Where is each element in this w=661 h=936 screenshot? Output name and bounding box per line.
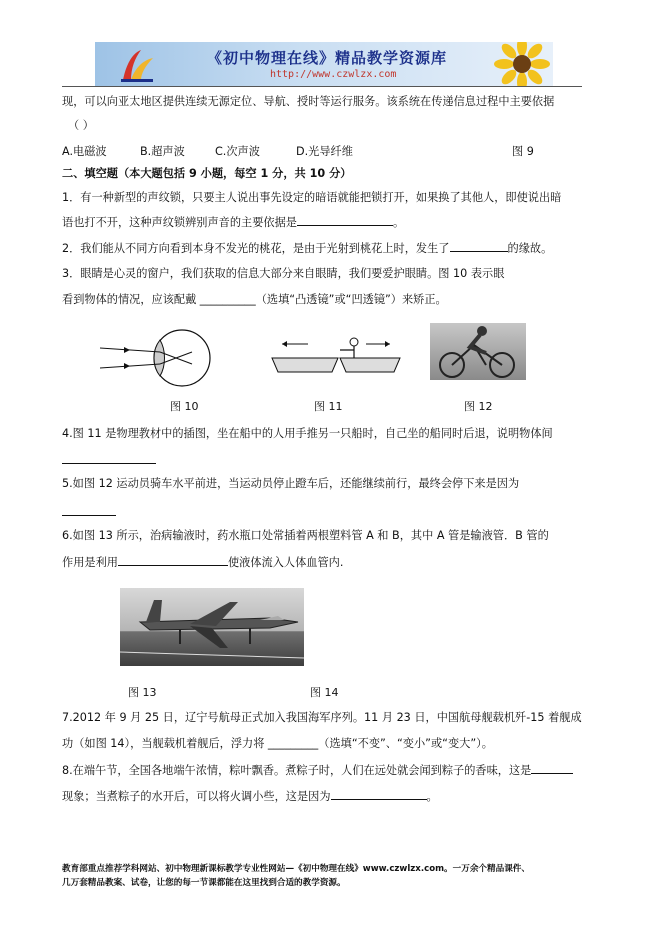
q8-answer-blank-2	[331, 788, 427, 800]
q1-text: 语也打不开，这种声纹锁辨别声音的主要依据是	[62, 216, 297, 229]
q2-line	[62, 240, 552, 257]
choice-c: C.次声波	[215, 145, 260, 158]
q1-answer-blank	[297, 214, 393, 226]
figure-13-caption: 图 13	[128, 686, 157, 699]
q8-line1	[62, 762, 573, 779]
q5-line1: 5.如图 12 运动员骑车水平前进，当运动员停止蹬车后，还能继续前行，最终会停下来是因为	[62, 477, 520, 490]
choice-a: A.电磁波	[62, 145, 107, 158]
footer-line1: 教育部重点推荐学科网站、初中物理新课标教学专业性网站—《初中物理在线》www.czwlzx.com。一万余个精品课件、	[62, 864, 530, 874]
q7-line2: 功（如图 14），当舰载机着舰后，浮力将 _________（选填“不变”、“变小”或“变大”）。	[62, 737, 493, 750]
answer-parenthesis: （ ）	[68, 119, 94, 132]
q1-line1: 1．有一种新型的声纹锁，只要主人说出事先设定的暗语就能把锁打开，如果换了其他人，即使说出暗	[62, 191, 562, 204]
question-text-line: 现，可以向亚太地区提供连续无源定位、导航、授时等运行服务。该系统在传递信息过程中主要依据	[62, 95, 555, 108]
q6-tail: 使液体流入人体血管内.	[227, 556, 344, 569]
q8-answer-blank-1	[531, 762, 573, 774]
q1-line2	[62, 214, 404, 231]
q4-line2	[62, 452, 156, 469]
q6-line2	[62, 554, 343, 571]
header-divider	[62, 86, 582, 87]
header-banner	[95, 42, 553, 86]
q5-line2	[62, 504, 116, 521]
q8-end: 。	[426, 790, 438, 803]
q3-line1: 3．眼睛是心灵的窗户，我们获取的信息大部分来自眼睛，我们要爱护眼睛。图 10 表示眼	[62, 267, 505, 280]
figure-11-caption: 图 11	[314, 400, 343, 413]
choice-d: D.光导纤维	[296, 145, 353, 158]
figure-12-caption: 图 12	[464, 400, 493, 413]
q2-text: 2．我们能从不同方向看到本身不发光的桃花，是由于光射到桃花上时，发生了	[62, 242, 450, 255]
q3-line2: 看到物体的情况，应该配戴 __________（选填“凸透镜”或“凹透镜”）来矫正。	[62, 293, 447, 306]
figure-10-eye-diagram	[100, 326, 218, 390]
figure-12-cyclist-photo	[430, 323, 526, 380]
q2-answer-blank	[450, 240, 508, 252]
q1-end: 。	[392, 216, 405, 229]
site-logo	[117, 46, 157, 84]
banner-url: http://www.czwlzx.com	[270, 69, 397, 80]
q6-answer-blank	[118, 554, 228, 566]
sunflower-decoration	[491, 42, 553, 86]
footer-line2: 几万套精品教案、试卷，让您的每一节课都能在这里找到合适的教学资源。	[62, 878, 346, 888]
figure-9-label: 图 9	[512, 145, 534, 158]
q7-line1: 7.2012 年 9 月 25 日，辽宁号航母正式加入我国海军序列。11 月 23 日，中国航母舰载机歼-15 着舰成	[62, 711, 582, 724]
q5-answer-blank	[62, 504, 116, 516]
banner-title: 《初中物理在线》精品教学资源库	[207, 49, 448, 67]
figure-14-caption: 图 14	[310, 686, 339, 699]
section-title: 二、填空题（本大题包括 9 小题，每空 1 分，共 10 分）	[62, 167, 352, 180]
q8-line2	[62, 788, 438, 805]
figure-14-jet-photo	[120, 588, 304, 666]
q6-line1: 6.如图 13 所示，治病输液时，药水瓶口处常插着两根塑料管 A 和 B，其中 A 管是输液管．B 管的	[62, 529, 549, 542]
q8-text: 8.在端午节，全国各地端午浓情，粽叶飘香。煮粽子时，人们在远处就会闻到粽子的香味，这是	[62, 764, 532, 777]
fighter-jet-icon	[120, 588, 304, 666]
cyclist-icon	[430, 323, 526, 380]
q8-text-2: 现象；当煮粽子的水开后，可以将火调小些，这是因为	[62, 790, 331, 803]
figure-10-caption: 图 10	[170, 400, 199, 413]
q4-line1: 4.图 11 是物理教材中的插图，坐在船中的人用手推另一只船时，自己坐的船同时后退，说明物体间	[62, 427, 553, 440]
choice-b: B.超声波	[140, 145, 185, 158]
q6-text: 作用是利用	[62, 556, 118, 569]
figure-11-boats	[270, 334, 402, 378]
q2-tail: 的缘故。	[507, 242, 553, 255]
q4-answer-blank	[62, 452, 156, 464]
